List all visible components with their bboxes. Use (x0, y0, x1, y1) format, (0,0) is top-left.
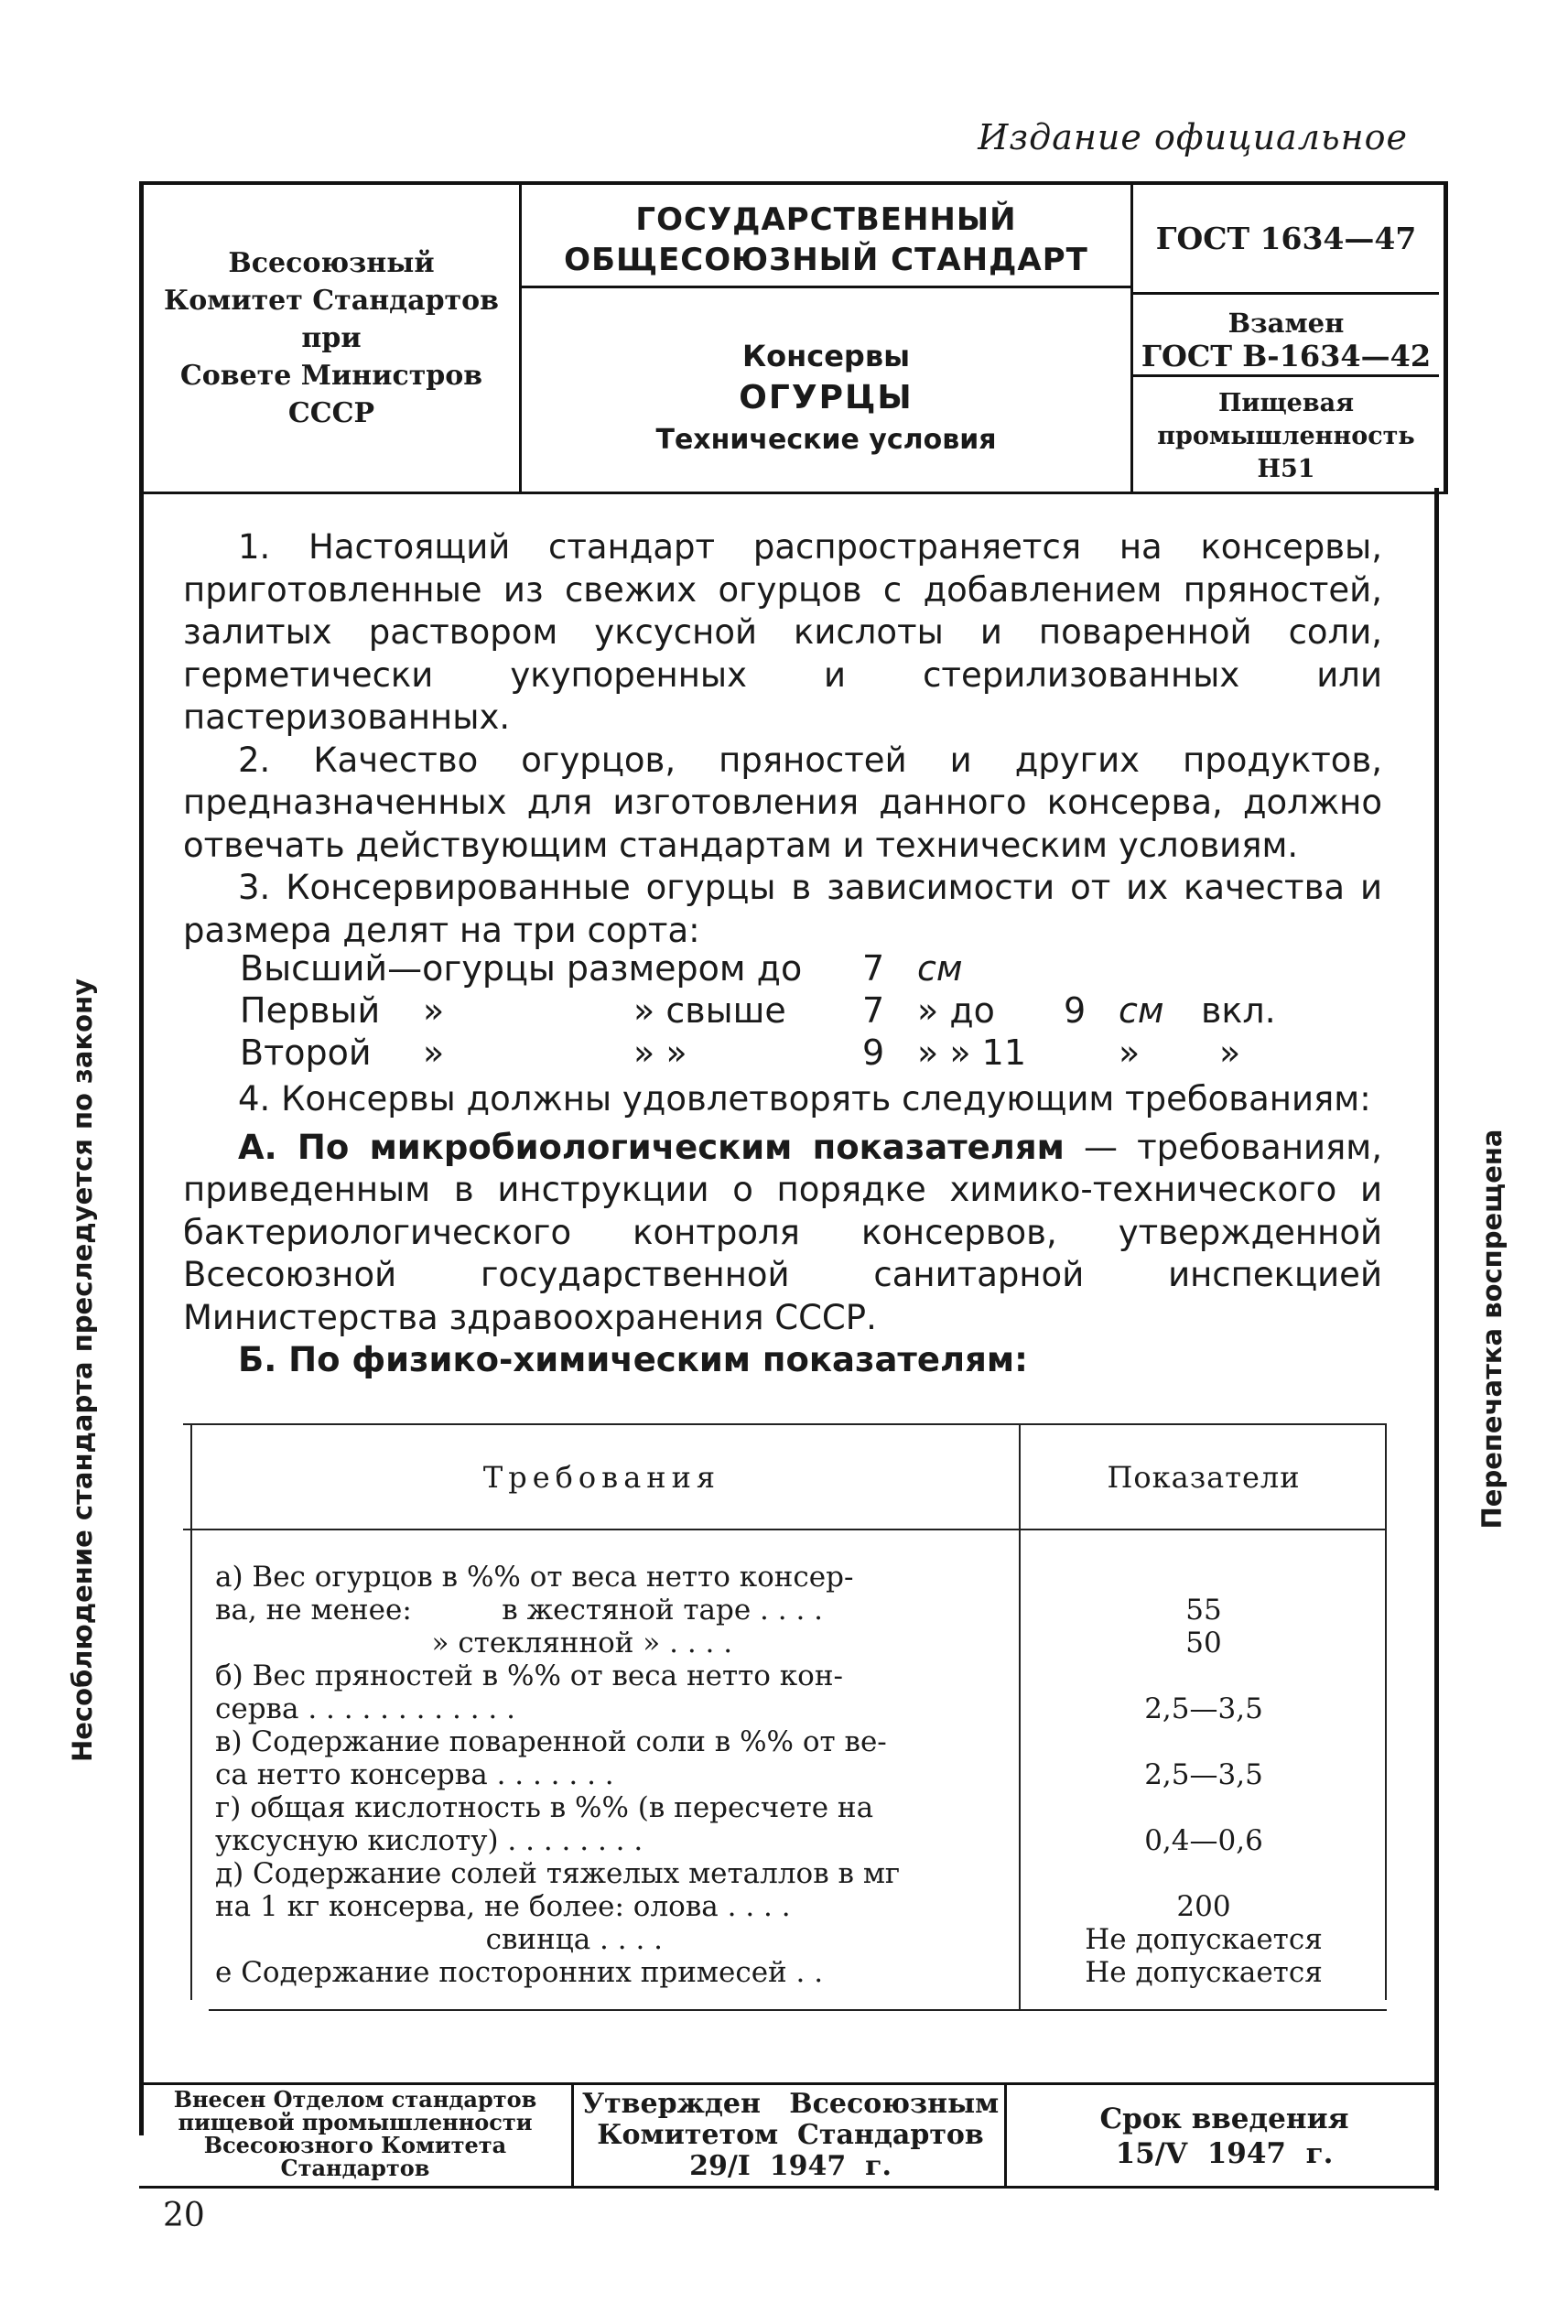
grade-size: 7 (862, 990, 885, 1031)
paragraph-a (183, 1127, 1382, 1340)
table-row-value: 50 (1185, 1627, 1222, 1659)
footer-block (139, 2082, 1439, 2189)
standard-type-line: ГОСУДАРСТВЕННЫЙ (635, 201, 1017, 238)
replaces-number: ГОСТ В-1634—42 (1141, 339, 1432, 373)
column-header-values: Показатели (1107, 1460, 1301, 1495)
table-row-text: на 1 кг консерва, не более: олова . . . . (215, 1890, 791, 1923)
grade-ditto: » (1119, 1032, 1141, 1073)
table-row-text: б) Вес пряностей в %% от веса нетто кон- (215, 1659, 843, 1692)
product-name: ОГУРЦЫ (739, 379, 914, 416)
grade-ditto: » (1219, 1032, 1241, 1073)
replaces-block (1133, 295, 1439, 377)
submitted-by (139, 2085, 574, 2186)
submitted-line: Внесен Отделом стандартов (173, 2086, 537, 2113)
grade-size: 7 (862, 948, 885, 989)
approved-by (577, 2085, 1007, 2186)
gost-number: ГОСТ 1634—47 (1133, 185, 1439, 295)
industry-line: Пищевая (1217, 389, 1355, 417)
table-row-text: г) общая кислотность в %% (в пересчете на (215, 1791, 874, 1824)
right-rule (1434, 488, 1439, 2190)
table-row-value: 2,5—3,5 (1144, 1692, 1263, 1725)
table-row-value: 2,5—3,5 (1144, 1758, 1263, 1791)
left-rule (139, 488, 144, 2135)
table-row-value (1021, 1791, 1387, 1824)
table-row-value (1021, 1659, 1387, 1692)
values-column (1021, 1561, 1387, 1989)
requirements-column (215, 1561, 1011, 1989)
table-row-value: 200 (1176, 1890, 1231, 1923)
grade-size: 9 (1064, 990, 1087, 1031)
grade-note: вкл. (1201, 990, 1276, 1031)
table-row-text: са нетто консерва . . . . . . . (215, 1758, 614, 1791)
committee-line: Совете Министров (179, 360, 483, 392)
table-row-value (1021, 1561, 1387, 1594)
standard-type (522, 185, 1130, 288)
side-note-right: Перепечатка воспрещена (1476, 1129, 1508, 1530)
physchem-table (183, 1423, 1387, 2009)
grade-unit: см (1119, 990, 1164, 1031)
table-row-text: свинца . . . . (215, 1923, 664, 1956)
standard-cell (522, 185, 1133, 492)
table-row-value (1021, 1857, 1387, 1890)
table-row-value: Не допускается (1085, 1923, 1323, 1956)
table-row-text: в) Содержание поваренной соли в %% от ве- (215, 1725, 887, 1758)
table-rule-bottom (209, 2009, 1387, 2011)
industry-code (1133, 380, 1439, 486)
table-rule-header (183, 1529, 1387, 1530)
paragraph-2: 2. Качество огурцов, пряностей и других продуктов, предназначенных для изготовления данного консерва, должно отвечать действующим стандартам и техническим условиям. (183, 740, 1382, 865)
grade-label: Высший—огурцы размером до (240, 948, 803, 989)
table-row-value: 0,4—0,6 (1144, 1824, 1263, 1857)
standard-type-line: ОБЩЕСОЮЗНЫЙ СТАНДАРТ (564, 242, 1088, 278)
replaces-label: Взамен (1227, 308, 1345, 339)
grade-ditto: » » (633, 1032, 687, 1073)
approved-line: 29/I 1947 г. (689, 2150, 892, 2182)
industry-line: Н51 (1257, 455, 1315, 483)
committee-line: СССР (287, 397, 375, 429)
paragraph-b: Б. По физико-химическим показателям: (238, 1340, 1028, 1379)
grade-label: Второй (240, 1032, 372, 1073)
table-row-value (1021, 1725, 1387, 1758)
table-row-text: уксусную кислоту) . . . . . . . . (215, 1824, 643, 1857)
table-row-text: е Содержание посторонних примесей . . (215, 1956, 824, 1989)
committee-line: Всесоюзный (228, 247, 435, 279)
table-rule-left (190, 1423, 192, 2000)
paragraph-a-heading: А. По микробиологическим показателям (238, 1127, 1065, 1167)
submitted-line: Всесоюзного Комитета (203, 2132, 507, 2158)
table-rule-top (183, 1423, 1387, 1425)
grade-ditto: » до (917, 990, 995, 1031)
committee-cell (144, 185, 522, 492)
approved-line: Комитетом Стандартов (597, 2119, 984, 2151)
effective-line: Срок введения (1099, 2102, 1349, 2135)
paragraph-4: 4. Консервы должны удовлетворять следующим требованиям: (238, 1079, 1371, 1119)
page-number: 20 (163, 2197, 205, 2234)
table-row-text: » стеклянной » . . . . (215, 1627, 733, 1659)
submitted-line: Стандартов (280, 2155, 430, 2181)
grade-ditto: » свыше (633, 990, 786, 1031)
grade-ditto: » » 11 (917, 1032, 1027, 1073)
gost-cell (1133, 185, 1439, 492)
effective-line: 15/V 1947 г. (1115, 2137, 1334, 2170)
product-category: Консервы (741, 339, 910, 373)
effective-date (1010, 2085, 1439, 2186)
grade-size: 9 (862, 1032, 885, 1073)
doc-kind: Технические условия (655, 424, 997, 456)
grade-label: Первый (240, 990, 381, 1031)
submitted-line: пищевой промышленности (178, 2109, 533, 2135)
table-row-value: 55 (1185, 1594, 1222, 1627)
table-row-text: ва, не менее: в жестяной таре . . . . (215, 1594, 824, 1627)
product-title (522, 291, 1130, 461)
header-block (139, 181, 1448, 494)
paragraph-3: 3. Консервированные огурцы в зависимости от их качества и размера делят на три сорта: (183, 868, 1382, 950)
committee-line: при (301, 322, 362, 354)
side-note-left: Несоблюдение стандарта преследуется по закону (67, 978, 98, 1763)
approved-line: Утвержден Всесоюзным (581, 2088, 1000, 2120)
paragraph-1: 1. Настоящий стандарт распространяется на консервы, приготовленные из свежих огурцов с добавлением пряностей, залитых раствором уксусной кислоты и поваренной соли, герметически укупоренных и стерилизованных или пастеризованных. (183, 527, 1382, 737)
table-row-value: Не допускается (1085, 1956, 1323, 1989)
table-row-text: д) Содержание солей тяжелых металлов в мг (215, 1857, 901, 1890)
committee-line: Комитет Стандартов (163, 285, 500, 317)
table-row-text: а) Вес огурцов в %% от веса нетто консер- (215, 1561, 854, 1594)
table-row-text: серва . . . . . . . . . . . . (215, 1692, 515, 1725)
paragraph-a-text: — требованиям, приведенным в инструкции о порядке химико-технического и бактериологического контроля консервов, утвержденной Всесоюзной государственной санитарной инспекцией Министерства здравоохранения СССР. (183, 1127, 1382, 1337)
grade-ditto: » (423, 1032, 445, 1073)
grade-unit: см (917, 948, 963, 989)
column-header-requirements: Требования (482, 1460, 721, 1495)
official-edition-note: Издание официальное (978, 117, 1408, 157)
industry-line: промышленность (1157, 422, 1415, 450)
grade-ditto: » (423, 990, 445, 1031)
